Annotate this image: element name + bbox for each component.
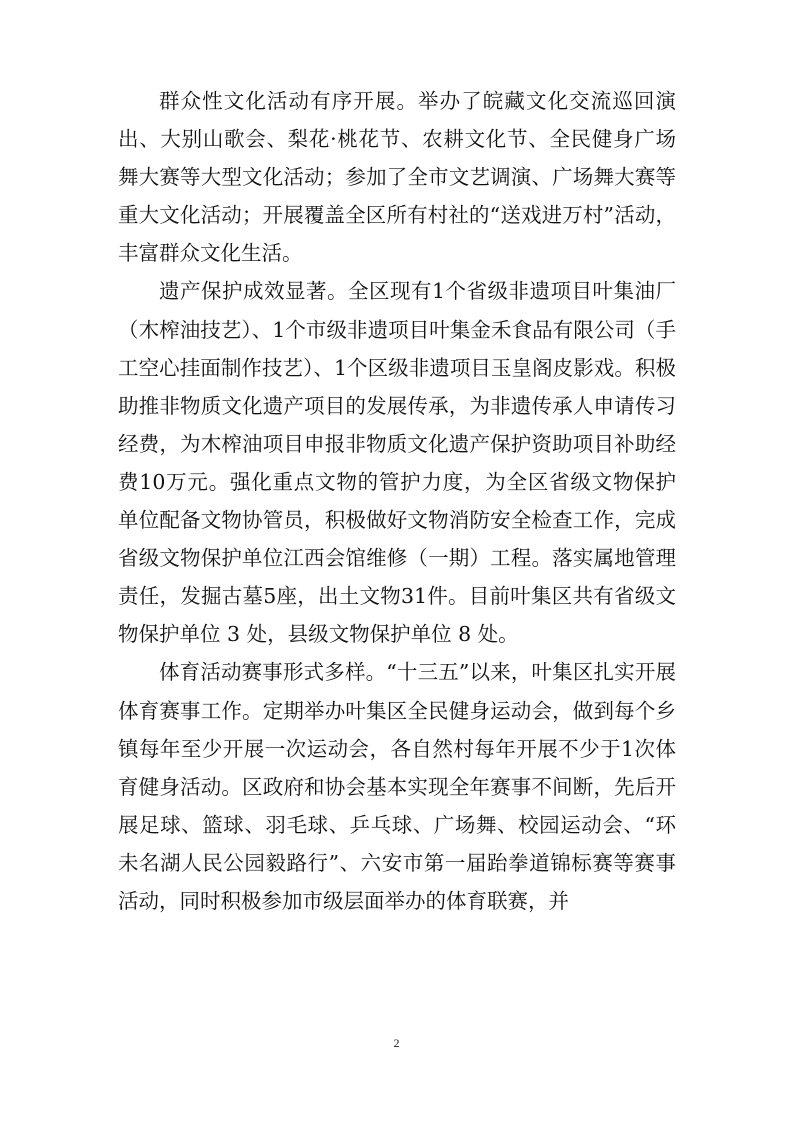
document-body (118, 82, 676, 920)
paragraph-mass-culture: 群众性文化活动有序开展。举办了皖藏文化交流巡回演出、大别山歌会、梨花·桃花节、农耕文化节、全民健身广场舞大赛等大型文化活动；参加了全市文艺调演、广场舞大赛等重大文化活动；开展覆盖全区所有村社的“送戏进万村”活动，丰富群众文化生活。 (118, 89, 676, 266)
paragraph-sports-events: 体育活动赛事形式多样。“十三五”以来，叶集区扎实开展体育赛事工作。定期举办叶集区全民健身运动会，做到每个乡镇每年至少开展一次运动会，各自然村每年开展不少于1次体育健身活动。区政府和协会基本实现全年赛事不间断，先后开展足球、篮球、羽毛球、乒乓球、广场舞、校园运动会、“环未名湖人民公园毅路行”、六安市第一届跆拳道锦标赛等赛事活动，同时积极参加市级层面举办的体育联赛，并 (118, 660, 676, 913)
paragraph-heritage-protection: 遗产保护成效显著。全区现有1个省级非遗项目叶集油厂（木榨油技艺）、1个市级非遗项目叶集金禾食品有限公司（手工空心挂面制作技艺）、1个区级非遗项目玉皇阁皮影戏。积极助推非物质文化遗产项目的发展传承，为非遗传承人申请传习经费，为木榨油项目申报非物质文化遗产保护资助项目补助经费10万元。强化重点文物的管护力度，为全区省级文物保护单位配备文物协管员，积极做好文物消防安全检查工作，完成省级文物保护单位江西会馆维修（一期）工程。落实属地管理责任，发掘古墓5座，出土文物31件。目前叶集区共有省级文物保护单位 3 处，县级文物保护单位 8 处。 (118, 279, 676, 647)
page-number: 2 (393, 1036, 400, 1050)
